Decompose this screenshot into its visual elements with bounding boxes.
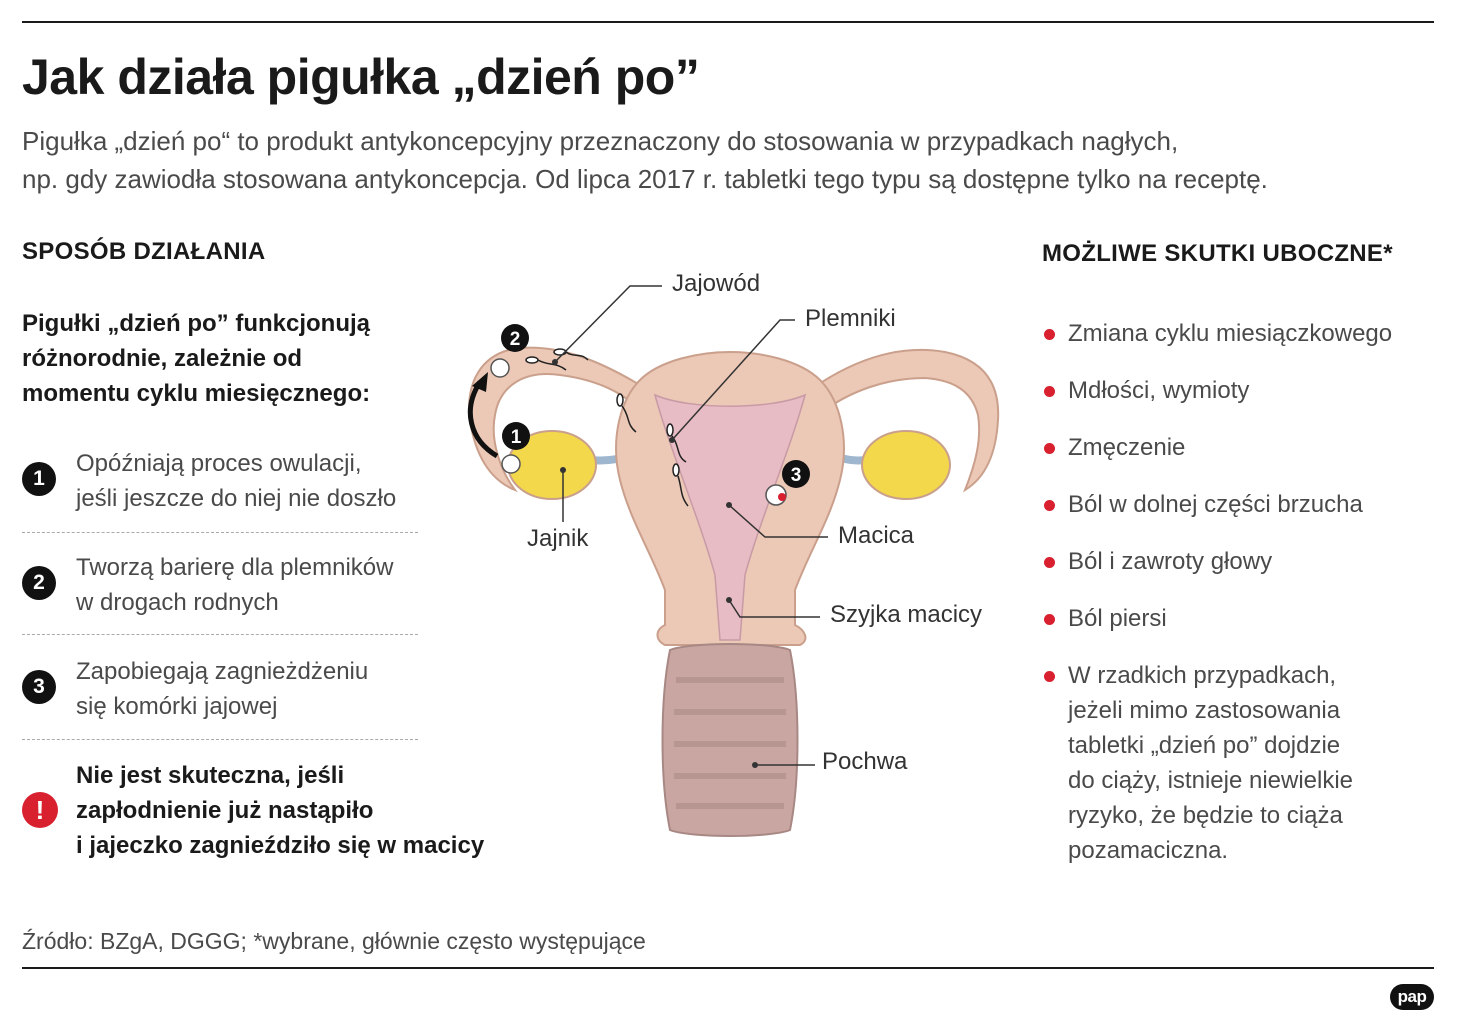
lead-line: różnorodnie, zależnie od [22, 345, 303, 372]
step-2 [22, 550, 418, 635]
list-item: Mdłości, wymioty [1042, 373, 1442, 408]
bullet-dot [1044, 557, 1055, 568]
ovary-right [862, 431, 950, 499]
implant-marker [778, 493, 786, 501]
source-note: Źródło: BZgA, DGGG; *wybrane, głównie często występujące [22, 928, 646, 954]
exclamation-icon: ! [22, 792, 58, 828]
lead-line: momentu cyklu miesięcznego: [22, 380, 371, 407]
step-1 [22, 446, 418, 533]
left-heading: SPOSÓB DZIAŁANIA [22, 238, 266, 265]
label-jajnik: Jajnik [527, 525, 589, 552]
badge-3-label: 3 [790, 465, 802, 486]
badge-2-label: 2 [509, 329, 521, 350]
step-number-1: 1 [22, 462, 56, 496]
label-macica: Macica [838, 522, 915, 549]
uterus-diagram [430, 260, 1030, 860]
warning-line: zapłodnienie już nastąpiło [76, 797, 374, 824]
list-item: Ból piersi [1042, 601, 1442, 636]
step-number-3: 3 [22, 670, 56, 704]
label-jajowod: Jajowód [672, 270, 761, 297]
list-item: Zmiana cyklu miesiączkowego [1042, 316, 1442, 351]
step-number-2: 2 [22, 566, 56, 600]
top-rule [22, 21, 1434, 23]
bullet-dot [1044, 329, 1055, 340]
side-effects-list [1042, 316, 1442, 890]
step-2-line: w drogach rodnych [76, 589, 279, 616]
egg-cell [491, 359, 509, 377]
bullet-dot [1044, 386, 1055, 397]
list-item: W rzadkich przypadkach, jeżeli mimo zastosowania tabletki „dzień po” dojdzie do ciąży, istnieje niewielkie ryzyko, że będzie to ciąża pozamaciczna. [1042, 658, 1442, 868]
intro-text [22, 122, 1442, 198]
badge-1-label: 1 [510, 427, 522, 448]
lead-line: Pigułki „dzień po” funkcjonują [22, 310, 371, 337]
bullet-dot [1044, 614, 1055, 625]
bottom-rule [22, 967, 1434, 969]
bullet-dot [1044, 671, 1055, 682]
list-item: Ból i zawroty głowy [1042, 544, 1442, 579]
step-1-line: Opóźniają proces owulacji, [76, 450, 362, 477]
egg-cell [502, 455, 520, 473]
list-item: Zmęczenie [1042, 430, 1442, 465]
step-3-line: się komórki jajowej [76, 693, 278, 720]
page-title: Jak działa pigułka „dzień po” [22, 49, 700, 105]
right-heading: MOŻLIWE SKUTKI UBOCZNE* [1042, 240, 1393, 267]
warning-line: Nie jest skuteczna, jeśli [76, 762, 345, 789]
step-1-line: jeśli jeszcze do niej nie doszło [76, 485, 397, 512]
step-3 [22, 654, 418, 740]
intro-line: Pigułka „dzień po“ to produkt antykoncepcyjny przeznaczony do stosowania w przypadkach nagłych, [22, 126, 1179, 156]
label-plemniki: Plemniki [805, 305, 896, 332]
list-item: Ból w dolnej części brzucha [1042, 487, 1442, 522]
lead-text [22, 306, 370, 411]
label-szyjka: Szyjka macicy [830, 601, 983, 628]
step-2-line: Tworzą barierę dla plemników [76, 554, 394, 581]
pap-logo: pap [1390, 984, 1434, 1010]
label-pochwa: Pochwa [822, 748, 908, 775]
step-3-line: Zapobiegają zagnieżdżeniu [76, 658, 369, 685]
bullet-dot [1044, 443, 1055, 454]
intro-line: np. gdy zawiodła stosowana antykoncepcja. Od lipca 2017 r. tabletki tego typu są dostępne tylko na receptę. [22, 164, 1268, 194]
warning-line: i jajeczko zagnieździło się w macicy [76, 832, 485, 859]
bullet-dot [1044, 500, 1055, 511]
